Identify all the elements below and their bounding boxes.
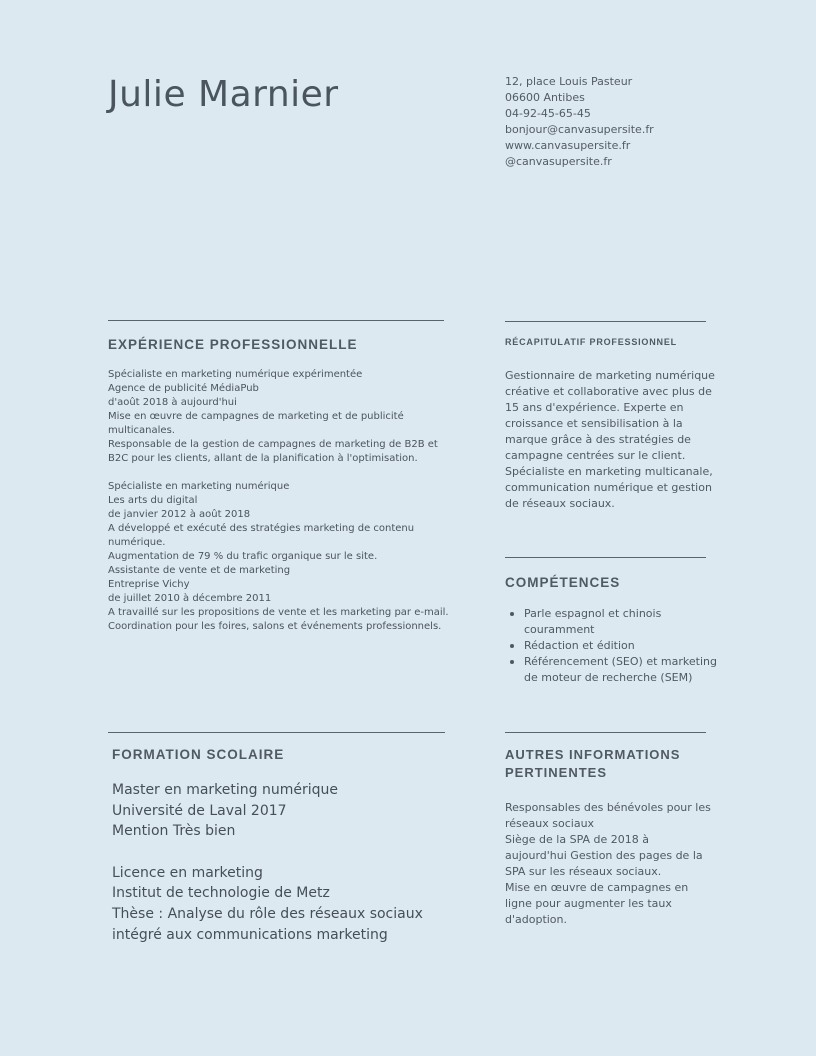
other-heading-line: PERTINENTES [505, 765, 608, 780]
summary-text [505, 368, 715, 512]
experience-heading: EXPÉRIENCE PROFESSIONNELLE [108, 337, 358, 352]
summary-line: Gestionnaire de marketing numérique [505, 369, 715, 382]
other-line: Responsables des bénévoles pour les [505, 801, 711, 814]
summary-line: de réseaux sociaux. [505, 497, 615, 510]
other-line: réseaux sociaux [505, 817, 595, 830]
contact-block [505, 74, 654, 170]
job-entry [108, 480, 449, 634]
job-line: multicanales. [108, 425, 175, 436]
skill-line: Rédaction et édition [524, 639, 635, 652]
education-heading: FORMATION SCOLAIRE [112, 747, 285, 762]
divider-summary [505, 321, 706, 322]
person-name: Julie Marnier [108, 74, 339, 115]
skill-item [505, 638, 717, 654]
other-heading [505, 746, 680, 782]
education-entry [112, 863, 423, 945]
education-line: Institut de technologie de Metz [112, 885, 330, 902]
contact-city: 06600 Antibes [505, 91, 585, 104]
other-line: Siège de la SPA de 2018 à [505, 833, 650, 846]
other-line: d'adoption. [505, 913, 568, 926]
summary-heading: RÉCAPITULATIF PROFESSIONNEL [505, 337, 677, 347]
other-line: SPA sur les réseaux sociaux. [505, 865, 662, 878]
job-line: de juillet 2010 à décembre 2011 [108, 593, 272, 604]
divider-experience [108, 320, 444, 321]
skill-line: Parle espagnol et chinois [524, 607, 662, 620]
job-line: d'août 2018 à aujourd'hui [108, 397, 237, 408]
other-line: ligne pour augmenter les taux [505, 897, 672, 910]
job-line: Les arts du digital [108, 495, 198, 506]
job-entry [108, 368, 449, 466]
job-line: de janvier 2012 à août 2018 [108, 509, 251, 520]
job-line: Spécialiste en marketing numérique [108, 481, 290, 492]
other-text [505, 800, 711, 928]
experience-list [108, 368, 449, 634]
education-entry [112, 780, 423, 842]
skill-line: Référencement (SEO) et marketing [524, 655, 717, 668]
job-line: numérique. [108, 537, 166, 548]
summary-line: campagne centrées sur le client. [505, 449, 686, 462]
job-line: Spécialiste en marketing numérique expérimentée [108, 369, 363, 380]
summary-line: croissance et sensibilisation à la [505, 417, 683, 430]
education-line: intégré aux communications marketing [112, 926, 388, 943]
job-line: Mise en œuvre de campagnes de marketing et de publicité [108, 411, 404, 422]
job-line: Responsable de la gestion de campagnes de marketing de B2B et [108, 439, 438, 450]
other-heading-line: AUTRES INFORMATIONS [505, 747, 681, 762]
summary-line: créative et collaborative avec plus de [505, 385, 712, 398]
contact-address: 12, place Louis Pasteur [505, 75, 633, 88]
job-line: A travaillé sur les propositions de vente et les marketing par e-mail. [108, 607, 449, 618]
other-line: Mise en œuvre de campagnes en [505, 881, 689, 894]
education-line: Université de Laval 2017 [112, 802, 287, 819]
education-list [112, 780, 423, 945]
skills-list [505, 606, 717, 686]
job-line: Entreprise Vichy [108, 579, 190, 590]
contact-email: bonjour@canvasupersite.fr [505, 123, 654, 136]
job-line: B2C pour les clients, allant de la planification à l'optimisation. [108, 453, 418, 464]
education-line: Thèse : Analyse du rôle des réseaux sociaux [112, 905, 423, 922]
job-line: Augmentation de 79 % du trafic organique sur le site. [108, 551, 378, 562]
summary-line: communication numérique et gestion [505, 481, 712, 494]
summary-line: marque grâce à des stratégies de [505, 433, 691, 446]
divider-education [108, 732, 445, 733]
job-line: Agence de publicité MédiaPub [108, 383, 259, 394]
job-line: A développé et exécuté des stratégies marketing de contenu [108, 523, 415, 534]
education-line: Master en marketing numérique [112, 782, 338, 798]
job-line: Assistante de vente et de marketing [108, 565, 291, 576]
education-line: Mention Très bien [112, 823, 236, 840]
skills-heading: COMPÉTENCES [505, 575, 621, 590]
other-line: aujourd'hui Gestion des pages de la [505, 849, 703, 862]
contact-phone: 04-92-45-65-45 [505, 107, 591, 120]
education-line: Licence en marketing [112, 864, 263, 881]
summary-line: 15 ans d'expérience. Experte en [505, 401, 684, 414]
skill-item [505, 606, 717, 638]
skill-line: couramment [524, 623, 595, 636]
summary-line: Spécialiste en marketing multicanale, [505, 465, 713, 478]
job-line: Coordination pour les foires, salons et événements professionnels. [108, 621, 442, 632]
skill-line: de moteur de recherche (SEM) [524, 671, 693, 684]
contact-website: www.canvasupersite.fr [505, 139, 631, 152]
skill-item [505, 654, 717, 686]
divider-skills [505, 557, 706, 558]
contact-social: @canvasupersite.fr [505, 155, 612, 168]
divider-other [505, 732, 706, 733]
